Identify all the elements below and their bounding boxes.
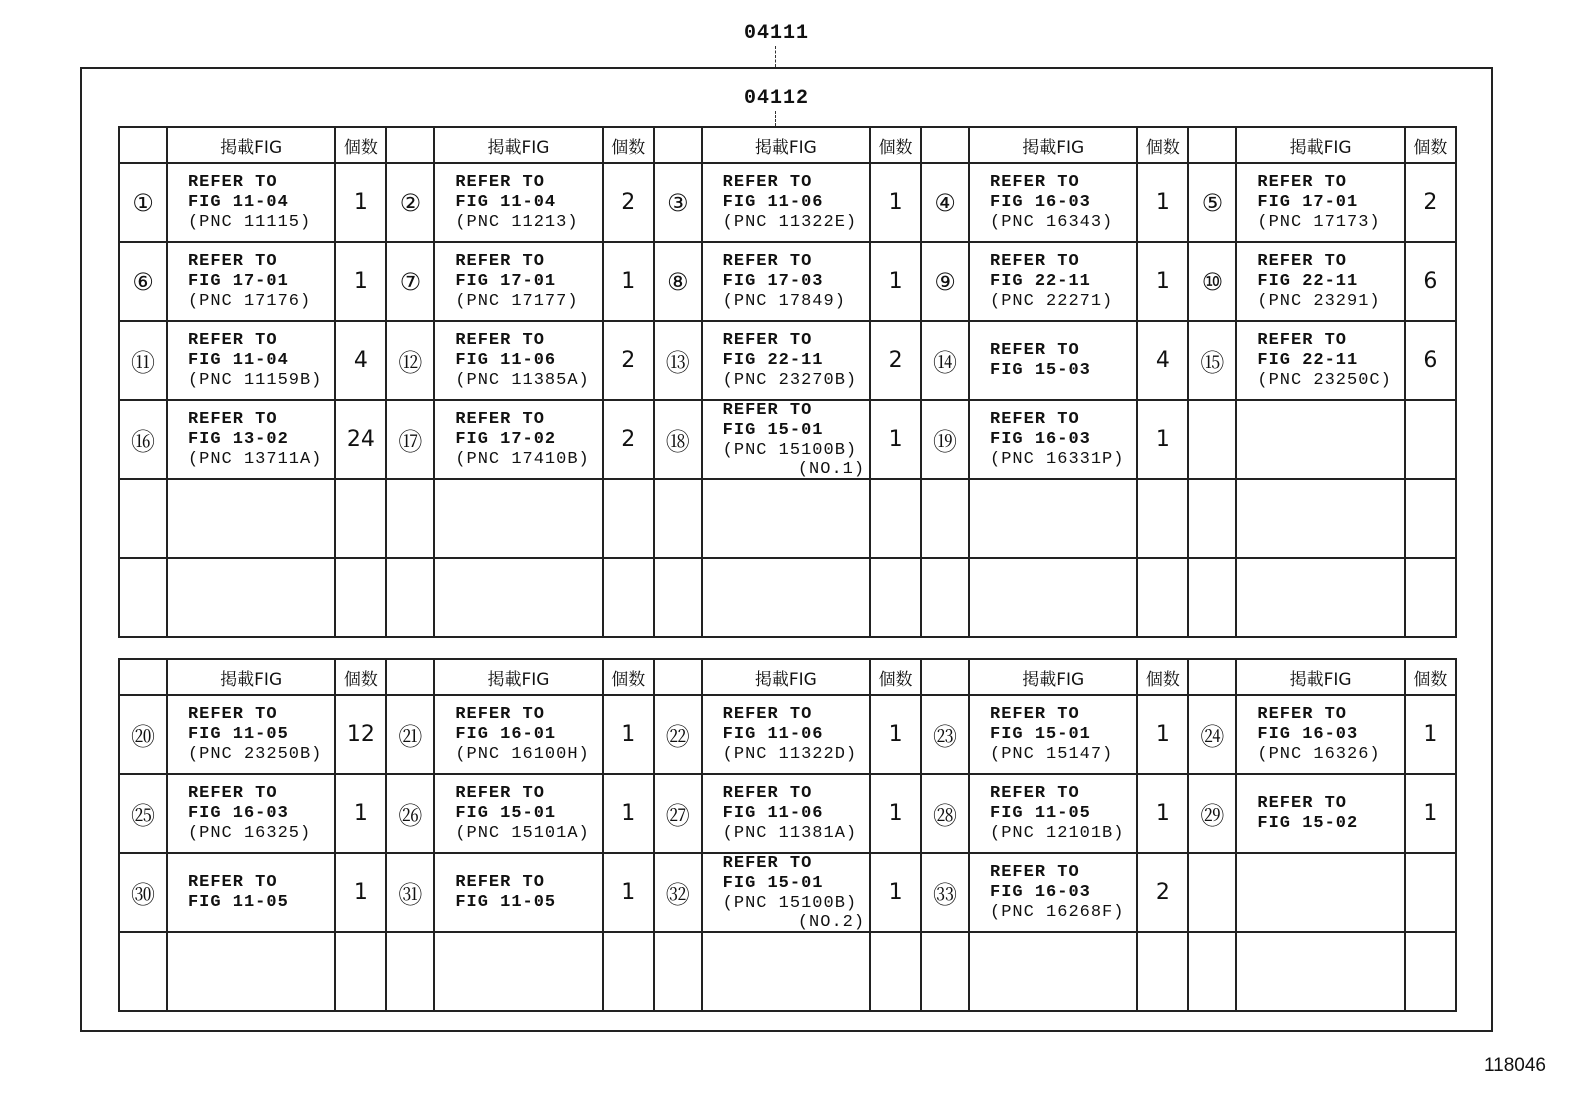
table-row: [119, 242, 1456, 321]
quantity: 1: [1137, 400, 1188, 479]
item-number: ①: [119, 163, 167, 242]
fig-reference: [969, 400, 1137, 479]
fig-reference: [434, 932, 602, 1011]
item-number: ⑫: [386, 321, 434, 400]
header-fig: 掲載FIG: [167, 659, 335, 695]
item-number: ㉖: [386, 774, 434, 853]
reference-line: FIG 22-11: [990, 271, 1091, 291]
reference-line: (PNC 16331P): [990, 449, 1125, 469]
quantity: 1: [870, 242, 921, 321]
reference-line: REFER TO: [990, 172, 1080, 192]
item-number: ㉘: [921, 774, 969, 853]
header-fig: 掲載FIG: [1236, 659, 1404, 695]
reference-line: REFER TO: [1257, 251, 1348, 271]
fig-reference: [434, 321, 602, 400]
reference-line: FIG 11-05: [990, 803, 1091, 823]
reference-line: FIG 17-02: [455, 429, 557, 449]
reference-line: (PNC 17176): [187, 291, 312, 311]
item-number: [654, 932, 702, 1011]
quantity: 1: [1137, 242, 1188, 321]
reference-line: (PNC 23250B): [187, 744, 323, 764]
fig-reference: [969, 695, 1137, 774]
reference-line: REFER TO: [187, 330, 278, 350]
quantity: [603, 932, 654, 1011]
item-number: [1188, 853, 1236, 932]
fig-reference: [702, 695, 870, 774]
fig-reference: [167, 163, 335, 242]
header-fig: 掲載FIG: [702, 127, 870, 163]
item-number: [386, 479, 434, 558]
quantity: 1: [335, 242, 386, 321]
item-number: [386, 932, 434, 1011]
reference-line: FIG 11-04: [455, 192, 557, 212]
fig-reference: [969, 242, 1137, 321]
header-qty: 個数: [335, 127, 386, 163]
reference-line: FIG 15-01: [722, 874, 824, 893]
item-number: [119, 932, 167, 1011]
reference-line: REFER TO: [187, 872, 278, 892]
reference-line: (PNC 16268F): [990, 902, 1125, 922]
item-number: ②: [386, 163, 434, 242]
fig-reference: [1236, 932, 1404, 1011]
item-number: ㉚: [119, 853, 167, 932]
fig-reference: [167, 400, 335, 479]
reference-line: (PNC 17849): [722, 291, 846, 311]
quantity: [870, 932, 921, 1011]
header-fig: 掲載FIG: [702, 659, 870, 695]
quantity: 1: [1137, 774, 1188, 853]
reference-line: REFER TO: [1257, 793, 1348, 813]
reference-line: (PNC 17177): [455, 291, 579, 311]
reference-line: REFER TO: [455, 704, 545, 724]
table-row: [119, 695, 1456, 774]
header-index-blank: [119, 659, 167, 695]
reference-line: REFER TO: [722, 251, 813, 271]
reference-line: (PNC 16100H): [455, 744, 590, 764]
header-qty: 個数: [1405, 127, 1456, 163]
reference-line: FIG 11-06: [722, 803, 824, 823]
outer-leader-line: [775, 46, 776, 67]
reference-line: (PNC 11115): [187, 212, 312, 232]
quantity: 1: [603, 695, 654, 774]
reference-line: REFER TO: [722, 401, 813, 420]
header-index-blank: [921, 659, 969, 695]
table-row: [119, 163, 1456, 242]
fig-reference: [167, 695, 335, 774]
reference-line: FIG 11-06: [722, 192, 824, 212]
quantity: 1: [870, 163, 921, 242]
reference-line: FIG 15-01: [990, 724, 1091, 744]
reference-line: FIG 11-05: [187, 724, 289, 744]
quantity: 2: [1405, 163, 1456, 242]
item-number: ⑧: [654, 242, 702, 321]
header-qty: 個数: [603, 127, 654, 163]
item-number: [921, 479, 969, 558]
fig-reference: [434, 242, 602, 321]
quantity: 2: [870, 321, 921, 400]
fig-reference: [969, 479, 1137, 558]
reference-line: REFER TO: [722, 854, 813, 873]
item-number: ㉒: [654, 695, 702, 774]
reference-line: REFER TO: [990, 704, 1080, 724]
quantity: 6: [1405, 242, 1456, 321]
item-number: ⑭: [921, 321, 969, 400]
item-number: ㉓: [921, 695, 969, 774]
reference-line: (PNC 11381A): [722, 823, 858, 843]
reference-line: REFER TO: [990, 251, 1080, 271]
reference-line: FIG 16-03: [990, 882, 1091, 902]
item-number: ⑲: [921, 400, 969, 479]
reference-line: (PNC 23250C): [1257, 370, 1392, 390]
header-qty: 個数: [870, 127, 921, 163]
item-number: ④: [921, 163, 969, 242]
parts-table-2: [118, 658, 1457, 1012]
item-number: ⑯: [119, 400, 167, 479]
fig-reference: [167, 558, 335, 637]
item-number: ㉕: [119, 774, 167, 853]
item-number: ③: [654, 163, 702, 242]
quantity: 1: [870, 695, 921, 774]
item-number: [1188, 400, 1236, 479]
reference-line: FIG 15-03: [990, 360, 1091, 380]
reference-line: (PNC 16343): [990, 212, 1114, 232]
item-number: ⑨: [921, 242, 969, 321]
header-qty: 個数: [1405, 659, 1456, 695]
fig-reference: [434, 774, 602, 853]
header-index-blank: [386, 127, 434, 163]
fig-reference: [167, 774, 335, 853]
reference-line: FIG 15-02: [1257, 813, 1359, 833]
reference-line: (PNC 15100B): [722, 441, 858, 460]
quantity: [1405, 558, 1456, 637]
reference-line: REFER TO: [722, 330, 813, 350]
header-fig: 掲載FIG: [434, 659, 602, 695]
reference-note: (NO.1): [797, 460, 866, 479]
header-index-blank: [654, 127, 702, 163]
quantity: [870, 558, 921, 637]
fig-reference: [702, 853, 870, 932]
reference-line: FIG 16-03: [990, 192, 1091, 212]
header-fig: 掲載FIG: [434, 127, 602, 163]
reference-line: FIG 11-05: [455, 892, 557, 912]
item-number: ⑦: [386, 242, 434, 321]
fig-reference: [167, 932, 335, 1011]
item-number: ⑱: [654, 400, 702, 479]
item-number: ㉔: [1188, 695, 1236, 774]
fig-reference: [702, 163, 870, 242]
fig-reference: [434, 479, 602, 558]
reference-line: (PNC 15101A): [455, 823, 590, 843]
item-number: ⑰: [386, 400, 434, 479]
header-qty: 個数: [870, 659, 921, 695]
reference-line: (PNC 17410B): [455, 449, 590, 469]
item-number: [921, 558, 969, 637]
reference-line: FIG 17-01: [187, 271, 289, 291]
table-row: [119, 321, 1456, 400]
fig-reference: [702, 558, 870, 637]
reference-line: (PNC 11159B): [187, 370, 323, 390]
quantity: 2: [603, 321, 654, 400]
reference-line: (PNC 22271): [990, 291, 1114, 311]
inner-assembly-code: 04112: [744, 87, 810, 110]
item-number: ⑮: [1188, 321, 1236, 400]
fig-reference: [167, 242, 335, 321]
fig-reference: [969, 853, 1137, 932]
reference-line: REFER TO: [1257, 172, 1348, 192]
reference-line: REFER TO: [187, 409, 278, 429]
quantity: 1: [1405, 774, 1456, 853]
fig-reference: [1236, 321, 1404, 400]
quantity: 1: [1405, 695, 1456, 774]
quantity: [1405, 932, 1456, 1011]
quantity: 1: [1137, 695, 1188, 774]
fig-reference: [969, 321, 1137, 400]
fig-reference: [969, 932, 1137, 1011]
reference-line: FIG 16-03: [1257, 724, 1359, 744]
quantity: [1137, 479, 1188, 558]
reference-line: FIG 11-05: [187, 892, 289, 912]
table-row: [119, 774, 1456, 853]
item-number: [921, 932, 969, 1011]
fig-reference: [1236, 774, 1404, 853]
reference-note: (NO.2): [797, 913, 866, 932]
fig-reference: [434, 853, 602, 932]
quantity: 1: [1137, 163, 1188, 242]
quantity: 4: [335, 321, 386, 400]
header-index-blank: [1188, 659, 1236, 695]
reference-line: FIG 11-06: [455, 350, 557, 370]
item-number: ⑬: [654, 321, 702, 400]
item-number: [119, 558, 167, 637]
item-number: ⑪: [119, 321, 167, 400]
parts-table-1: [118, 126, 1457, 638]
reference-line: REFER TO: [722, 172, 813, 192]
item-number: ⑩: [1188, 242, 1236, 321]
item-number: [1188, 932, 1236, 1011]
header-fig: 掲載FIG: [167, 127, 335, 163]
quantity: 12: [335, 695, 386, 774]
reference-line: (PNC 15100B): [722, 894, 858, 913]
quantity: [335, 932, 386, 1011]
reference-line: (PNC 16325): [187, 823, 312, 843]
reference-line: REFER TO: [187, 172, 278, 192]
reference-line: (PNC 12101B): [990, 823, 1125, 843]
header-fig: 掲載FIG: [969, 127, 1137, 163]
reference-line: (PNC 11385A): [455, 370, 590, 390]
header-index-blank: [386, 659, 434, 695]
reference-line: REFER TO: [187, 704, 278, 724]
reference-line: (PNC 17173): [1257, 212, 1381, 232]
quantity: 1: [603, 242, 654, 321]
quantity: 1: [335, 853, 386, 932]
figure-code: 118046: [1484, 1055, 1546, 1076]
header-index-blank: [654, 659, 702, 695]
reference-line: REFER TO: [455, 251, 545, 271]
item-number: [1188, 558, 1236, 637]
quantity: [870, 479, 921, 558]
reference-line: REFER TO: [455, 872, 545, 892]
table-row: [119, 853, 1456, 932]
quantity: [603, 558, 654, 637]
reference-line: FIG 16-03: [187, 803, 289, 823]
reference-line: REFER TO: [1257, 704, 1348, 724]
fig-reference: [702, 321, 870, 400]
quantity: 1: [603, 774, 654, 853]
fig-reference: [702, 932, 870, 1011]
reference-line: (PNC 11213): [455, 212, 579, 232]
quantity: [1137, 932, 1188, 1011]
item-number: ㉜: [654, 853, 702, 932]
quantity: 1: [603, 853, 654, 932]
quantity: 1: [870, 774, 921, 853]
fig-reference: [702, 479, 870, 558]
inner-leader-line: [775, 111, 776, 126]
fig-reference: [702, 400, 870, 479]
fig-reference: [434, 558, 602, 637]
quantity: 1: [335, 774, 386, 853]
reference-line: FIG 13-02: [187, 429, 289, 449]
reference-line: FIG 15-01: [455, 803, 557, 823]
header-fig: 掲載FIG: [969, 659, 1137, 695]
reference-line: REFER TO: [990, 409, 1080, 429]
item-number: ⑥: [119, 242, 167, 321]
header-index-blank: [921, 127, 969, 163]
reference-line: FIG 17-03: [722, 271, 824, 291]
reference-line: FIG 16-03: [990, 429, 1091, 449]
fig-reference: [1236, 242, 1404, 321]
quantity: [335, 558, 386, 637]
header-index-blank: [119, 127, 167, 163]
quantity: 1: [870, 853, 921, 932]
quantity: [335, 479, 386, 558]
quantity: [603, 479, 654, 558]
fig-reference: [1236, 163, 1404, 242]
quantity: 6: [1405, 321, 1456, 400]
quantity: 4: [1137, 321, 1188, 400]
fig-reference: [1236, 695, 1404, 774]
reference-line: REFER TO: [187, 251, 278, 271]
item-number: ㉑: [386, 695, 434, 774]
item-number: [1188, 479, 1236, 558]
fig-reference: [702, 242, 870, 321]
header-qty: 個数: [603, 659, 654, 695]
reference-line: REFER TO: [187, 783, 278, 803]
quantity: [1405, 853, 1456, 932]
quantity: 24: [335, 400, 386, 479]
item-number: ㉛: [386, 853, 434, 932]
reference-line: REFER TO: [455, 409, 545, 429]
fig-reference: [434, 400, 602, 479]
header-qty: 個数: [1137, 659, 1188, 695]
item-number: [654, 558, 702, 637]
outer-assembly-code: 04111: [744, 22, 810, 45]
item-number: [386, 558, 434, 637]
fig-reference: [1236, 479, 1404, 558]
reference-line: REFER TO: [455, 172, 545, 192]
header-qty: 個数: [1137, 127, 1188, 163]
fig-reference: [1236, 400, 1404, 479]
reference-line: FIG 11-06: [722, 724, 824, 744]
quantity: 1: [870, 400, 921, 479]
reference-line: REFER TO: [455, 783, 545, 803]
reference-line: (PNC 13711A): [187, 449, 323, 469]
reference-line: REFER TO: [455, 330, 545, 350]
reference-line: (PNC 15147): [990, 744, 1114, 764]
item-number: ⑳: [119, 695, 167, 774]
fig-reference: [969, 558, 1137, 637]
fig-reference: [1236, 558, 1404, 637]
header-index-blank: [1188, 127, 1236, 163]
reference-line: (PNC 16326): [1257, 744, 1381, 764]
table-row: [119, 479, 1456, 558]
reference-line: REFER TO: [990, 340, 1080, 360]
table-row: [119, 558, 1456, 637]
quantity: [1405, 479, 1456, 558]
quantity: 2: [603, 400, 654, 479]
fig-reference: [434, 695, 602, 774]
reference-line: REFER TO: [990, 783, 1080, 803]
item-number: ⑤: [1188, 163, 1236, 242]
fig-reference: [167, 479, 335, 558]
reference-line: FIG 17-01: [1257, 192, 1359, 212]
reference-line: REFER TO: [722, 783, 813, 803]
reference-line: FIG 22-11: [1257, 271, 1359, 291]
fig-reference: [702, 774, 870, 853]
header-fig: 掲載FIG: [1236, 127, 1404, 163]
fig-reference: [969, 774, 1137, 853]
quantity: [1405, 400, 1456, 479]
quantity: 2: [1137, 853, 1188, 932]
fig-reference: [167, 321, 335, 400]
reference-line: (PNC 11322E): [722, 212, 858, 232]
reference-line: REFER TO: [722, 704, 813, 724]
reference-line: FIG 16-01: [455, 724, 557, 744]
reference-line: (PNC 23270B): [722, 370, 858, 390]
reference-line: REFER TO: [1257, 330, 1348, 350]
item-number: [119, 479, 167, 558]
reference-line: FIG 22-11: [1257, 350, 1359, 370]
reference-line: FIG 22-11: [722, 350, 824, 370]
quantity: 2: [603, 163, 654, 242]
fig-reference: [1236, 853, 1404, 932]
reference-line: FIG 15-01: [722, 421, 824, 440]
item-number: [654, 479, 702, 558]
item-number: ㉗: [654, 774, 702, 853]
table-row: [119, 932, 1456, 1011]
quantity: 1: [335, 163, 386, 242]
reference-line: FIG 11-04: [187, 192, 289, 212]
reference-line: FIG 11-04: [187, 350, 289, 370]
reference-line: REFER TO: [990, 862, 1080, 882]
item-number: ㉝: [921, 853, 969, 932]
quantity: [1137, 558, 1188, 637]
item-number: ㉙: [1188, 774, 1236, 853]
reference-line: FIG 17-01: [455, 271, 557, 291]
fig-reference: [434, 163, 602, 242]
fig-reference: [167, 853, 335, 932]
reference-line: (PNC 23291): [1257, 291, 1381, 311]
reference-line: (PNC 11322D): [722, 744, 858, 764]
table-row: [119, 400, 1456, 479]
fig-reference: [969, 163, 1137, 242]
header-qty: 個数: [335, 659, 386, 695]
